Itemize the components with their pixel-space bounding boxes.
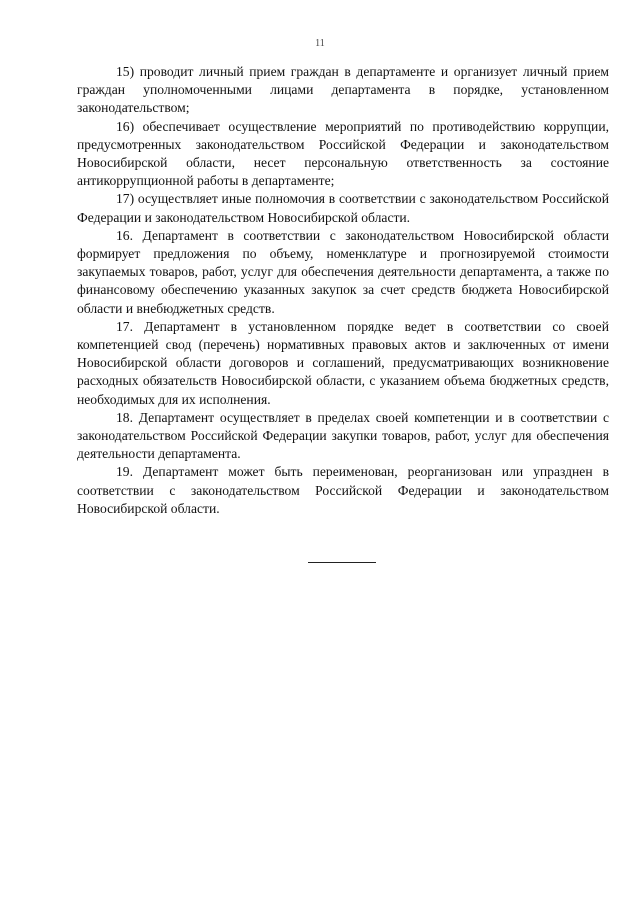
document-body [77, 63, 609, 518]
paragraph-item-15: 15) проводит личный прием граждан в департаменте и организует личный прием граждан уполномоченными лицами департамента в порядке, установленном законодательством; [77, 64, 609, 116]
paragraph-clause-18: 18. Департамент осуществляет в пределах своей компетенции и в соответствии с законодательством Российской Федерации закупки товаров, работ, услуг для обеспечения деятельности департамента. [77, 409, 609, 462]
end-of-document-rule [308, 562, 376, 563]
paragraph-item-16: 16) обеспечивает осуществление мероприятий по противодействию коррупции, предусмотренных законодательством Российской Федерации и законодательством Новосибирской области, несет персональную ответственность за состояние антикоррупционной работы в департаменте; [77, 118, 609, 189]
paragraph-clause-17: 17. Департамент в установленном порядке ведет в соответствии со своей компетенцией свод (перечень) нормативных правовых актов и заключенных от имени Новосибирской области договоров и соглашений, предусматривающих возникновение расходных обязательств Новосибирской области, с указанием объема бюджетных средств, необходимых для их исполнения. [77, 318, 609, 407]
paragraph-item-17: 17) осуществляет иные полномочия в соответствии с законодательством Российской Федерации и законодательством Новосибирской области. [77, 191, 609, 225]
paragraph-clause-16: 16. Департамент в соответствии с законодательством Новосибирской области формирует предложения по объему, номенклатуре и прогнозируемой стоимости закупаемых товаров, работ, услуг для обеспечения деятельности департамента, а также по финансовому обеспечению указанных закупок за счет средств бюджета Новосибирской области и внебюджетных средств. [77, 227, 609, 316]
paragraph-clause-19: 19. Департамент может быть переименован, реорганизован или упразднен в соответствии с законодательством Российской Федерации и законодательством Новосибирской области. [77, 464, 609, 516]
page-number: 11 [315, 38, 325, 49]
